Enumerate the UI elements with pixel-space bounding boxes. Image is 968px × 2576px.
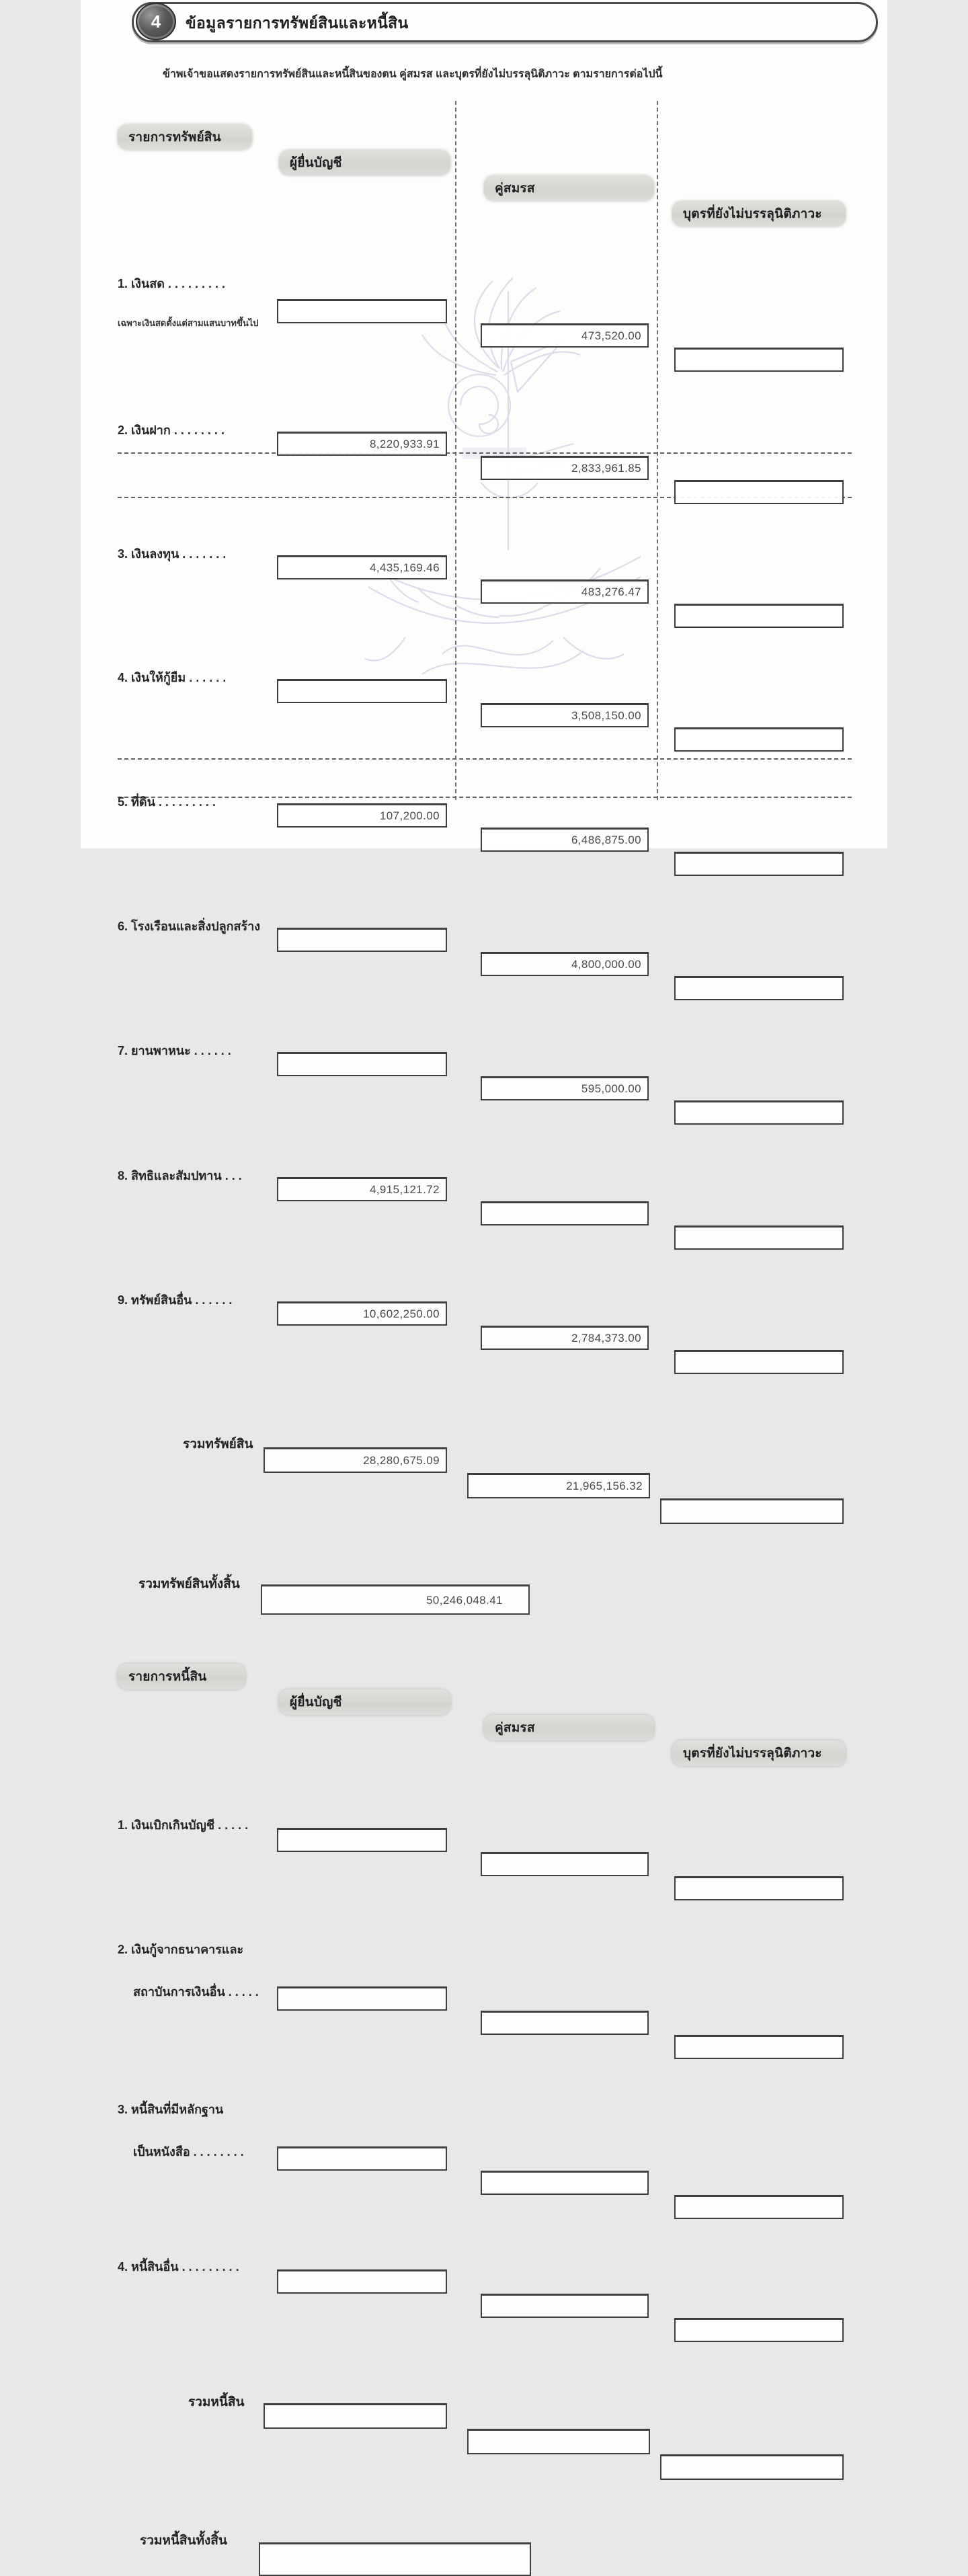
buildings-label: 6. โรงเรือนและสิ่งปลูกสร้าง bbox=[118, 920, 261, 933]
other-assets-label: 9. ทรัพย์สินอื่น . . . . . . bbox=[118, 1293, 233, 1307]
bank-loans-declarant-field[interactable] bbox=[277, 1986, 447, 2011]
assets-total-spouse-field[interactable]: 21,965,156.32 bbox=[467, 1473, 650, 1498]
investments-children-field[interactable] bbox=[674, 604, 844, 628]
bank-loans-label-line2: สถาบันการเงินอื่น . . . . . bbox=[133, 1985, 259, 1999]
column-divider-right bbox=[657, 101, 658, 800]
assets-grand-total-label: รวมทรัพย์สินทั้งสิ้น bbox=[138, 1577, 240, 1591]
overdraft-children-field[interactable] bbox=[674, 1876, 844, 1900]
investments-declarant-field[interactable]: 4,435,169.46 bbox=[277, 555, 447, 579]
land-spouse-field[interactable]: 6,486,875.00 bbox=[481, 828, 649, 852]
buildings-declarant-field[interactable] bbox=[277, 928, 447, 952]
assets-spouse-column-header: คู่สมรส bbox=[484, 175, 654, 201]
overdraft-spouse-field[interactable] bbox=[481, 1852, 649, 1876]
bank-loans-spouse-field[interactable] bbox=[481, 2011, 649, 2035]
cash-declarant-field[interactable] bbox=[277, 299, 447, 323]
overdraft-label: 1. เงินเบิกเกินบัญชี . . . . . bbox=[118, 1818, 249, 1832]
other-liabilities-label: 4. หนี้สินอื่น . . . . . . . . . bbox=[118, 2260, 239, 2273]
documented-debts-spouse-field[interactable] bbox=[481, 2171, 649, 2195]
overdraft-declarant-field[interactable] bbox=[277, 1828, 447, 1852]
liabilities-total-divider-top bbox=[118, 758, 852, 760]
land-label: 5. ที่ดิน . . . . . . . . . bbox=[118, 795, 216, 809]
buildings-spouse-field[interactable]: 4,800,000.00 bbox=[481, 952, 649, 976]
liabilities-total-label: รวมหนี้สิน bbox=[188, 2395, 245, 2409]
land-children-field[interactable] bbox=[674, 852, 844, 876]
cash-spouse-field[interactable]: 473,520.00 bbox=[481, 323, 649, 348]
section-number: 4 bbox=[151, 11, 161, 32]
vehicles-label: 7. ยานพาหนะ . . . . . . bbox=[118, 1044, 231, 1057]
deposits-children-field[interactable] bbox=[674, 480, 844, 504]
liabilities-items-column-header: รายการหนี้สิน bbox=[118, 1664, 245, 1689]
section-title: ข้อมูลรายการทรัพย์สินและหนี้สิน bbox=[186, 14, 409, 32]
documented-debts-label-line1: 3. หนี้สินที่มีหลักฐาน bbox=[118, 2103, 224, 2116]
assets-total-children-field[interactable] bbox=[660, 1498, 844, 1524]
liabilities-total-children-field[interactable] bbox=[660, 2454, 844, 2480]
assets-items-column-header: รายการทรัพย์สิน bbox=[118, 124, 252, 150]
liabilities-declarant-column-header: ผู้ยื่นบัญชี bbox=[279, 1689, 450, 1715]
assets-children-column-header: บุตรที่ยังไม่บรรลุนิติภาวะ bbox=[672, 201, 846, 227]
vehicles-spouse-field[interactable]: 595,000.00 bbox=[481, 1076, 649, 1100]
intro-text: ข้าพเจ้าขอแสดงรายการทรัพย์สินและหนี้สินของตน คู่สมรส และบุตรที่ยังไม่บรรลุนิติภาวะ ตามรายการต่อไปนี้ bbox=[163, 69, 663, 80]
assets-total-label: รวมทรัพย์สิน bbox=[183, 1437, 253, 1451]
buildings-children-field[interactable] bbox=[674, 976, 844, 1000]
land-declarant-field[interactable]: 107,200.00 bbox=[277, 803, 447, 828]
cash-children-field[interactable] bbox=[674, 348, 844, 372]
vehicles-declarant-field[interactable] bbox=[277, 1052, 447, 1076]
assets-total-declarant-field[interactable]: 28,280,675.09 bbox=[264, 1447, 447, 1473]
liabilities-total-declarant-field[interactable] bbox=[264, 2403, 447, 2429]
documented-debts-declarant-field[interactable] bbox=[277, 2146, 447, 2171]
loans-given-children-field[interactable] bbox=[674, 727, 844, 752]
assets-grand-total-field[interactable]: 50,246,048.41 bbox=[261, 1584, 530, 1615]
other-liabilities-spouse-field[interactable] bbox=[481, 2294, 649, 2318]
deposits-spouse-field[interactable]: 2,833,961.85 bbox=[481, 456, 649, 480]
bank-loans-children-field[interactable] bbox=[674, 2035, 844, 2059]
liabilities-spouse-column-header: คู่สมรส bbox=[484, 1715, 654, 1740]
loans-given-spouse-field[interactable]: 3,508,150.00 bbox=[481, 703, 649, 727]
section-number-badge bbox=[136, 3, 176, 40]
deposits-declarant-field[interactable]: 8,220,933.91 bbox=[277, 432, 447, 456]
concessions-children-field[interactable] bbox=[674, 1225, 844, 1250]
documented-debts-children-field[interactable] bbox=[674, 2195, 844, 2219]
investments-label: 3. เงินลงทุน . . . . . . . bbox=[118, 547, 227, 561]
asset-liability-declaration-form bbox=[81, 0, 887, 2548]
liabilities-total-spouse-field[interactable] bbox=[467, 2429, 650, 2454]
liabilities-grand-total-label: รวมหนี้สินทั้งสิ้น bbox=[140, 2534, 227, 2548]
cash-note: เฉพาะเงินสดตั้งแต่สามแสนบาทขึ้นไป bbox=[118, 318, 259, 328]
assets-total-divider-top bbox=[118, 452, 852, 454]
concessions-spouse-field[interactable] bbox=[481, 1201, 649, 1225]
concessions-declarant-field[interactable]: 4,915,121.72 bbox=[277, 1177, 447, 1201]
other-assets-children-field[interactable] bbox=[674, 1350, 844, 1374]
documented-debts-label-line2: เป็นหนังสือ . . . . . . . . bbox=[133, 2145, 244, 2159]
bank-loans-label-line1: 2. เงินกู้จากธนาคารและ bbox=[118, 1943, 244, 1956]
loans-given-label: 4. เงินให้กู้ยืม . . . . . . bbox=[118, 671, 227, 684]
column-divider-left bbox=[455, 101, 456, 800]
other-assets-spouse-field[interactable]: 2,784,373.00 bbox=[481, 1326, 649, 1350]
concessions-label: 8. สิทธิและสัมปทาน . . . bbox=[118, 1169, 242, 1182]
other-liabilities-children-field[interactable] bbox=[674, 2318, 844, 2342]
assets-declarant-column-header: ผู้ยื่นบัญชี bbox=[279, 150, 450, 175]
cash-label: 1. เงินสด . . . . . . . . . bbox=[118, 277, 225, 290]
liabilities-children-column-header: บุตรที่ยังไม่บรรลุนิติภาวะ bbox=[672, 1740, 846, 1766]
investments-spouse-field[interactable]: 483,276.47 bbox=[481, 579, 649, 604]
other-liabilities-declarant-field[interactable] bbox=[277, 2269, 447, 2294]
other-assets-declarant-field[interactable]: 10,602,250.00 bbox=[277, 1301, 447, 1326]
vehicles-children-field[interactable] bbox=[674, 1100, 844, 1125]
deposits-label: 2. เงินฝาก . . . . . . . . bbox=[118, 424, 225, 437]
liabilities-grand-total-field[interactable] bbox=[259, 2542, 531, 2576]
loans-given-declarant-field[interactable] bbox=[277, 679, 447, 703]
